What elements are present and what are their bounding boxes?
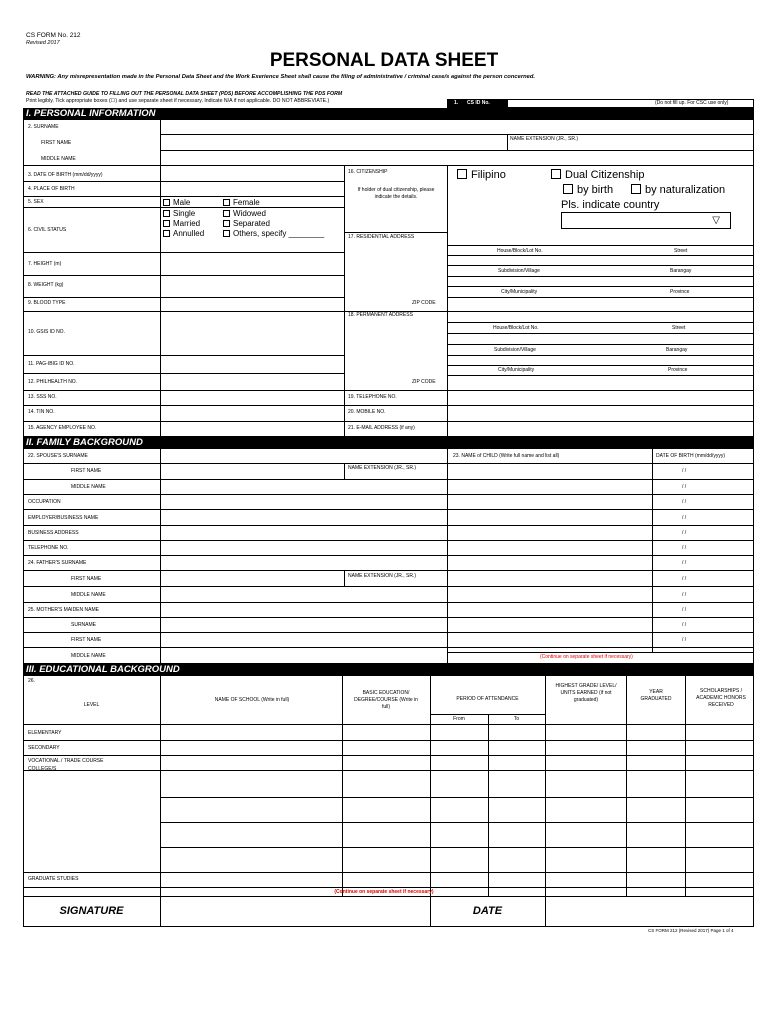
page-footer: CS FORM 212 (Revised 2017) Page 1 of 4 bbox=[648, 928, 734, 933]
instructions-text: Print legibly. Tick appropriate boxes (☐) and use separate sheet if necessary. Indicate N/A if not applicable. DO NOT ABBREVIATE.) bbox=[26, 98, 330, 104]
civil-others-option[interactable]: Others, specify ________ bbox=[223, 229, 324, 239]
res-city-label: City/Municipality bbox=[501, 289, 538, 295]
section-personal-header: I. PERSONAL INFORMATION bbox=[23, 108, 754, 119]
weight-field[interactable] bbox=[161, 276, 343, 297]
perm-province-label: Province bbox=[668, 367, 688, 373]
mother-maiden-name-label: 25. MOTHER'S MAIDEN NAME bbox=[28, 607, 99, 613]
cs-id-label: CS ID No. bbox=[467, 100, 490, 106]
period-header: PERIOD OF ATTENDANCE bbox=[456, 696, 519, 702]
highest-level-header: HIGHEST GRADE/ LEVEL/ UNITS EARNED (if not graduated) bbox=[555, 683, 617, 703]
child-dob-6[interactable]: / / bbox=[682, 545, 687, 551]
by-birth-option[interactable]: by birth bbox=[563, 183, 613, 197]
child-dob-9[interactable]: / / bbox=[682, 592, 687, 598]
perm-barangay-label: Barangay bbox=[666, 347, 688, 353]
agency-no-label: 15. AGENCY EMPLOYEE NO. bbox=[28, 425, 97, 431]
elementary-label: ELEMENTARY bbox=[28, 730, 62, 736]
telephone-field[interactable] bbox=[448, 391, 753, 405]
child-dob-3[interactable]: / / bbox=[682, 499, 687, 505]
child-dob-header: DATE OF BIRTH (mm/dd/yyyy) bbox=[656, 453, 725, 459]
child-dob-2[interactable]: / / bbox=[682, 484, 687, 490]
perm-house-field[interactable] bbox=[448, 312, 753, 322]
year-graduated-header: YEAR GRADUATED bbox=[640, 689, 672, 702]
business-address-field[interactable] bbox=[161, 526, 446, 540]
res-zip-label: ZIP CODE bbox=[412, 300, 436, 306]
spouse-surname-field[interactable] bbox=[161, 449, 446, 463]
mother-maiden-name-field[interactable] bbox=[161, 603, 446, 617]
perm-zip-label: ZIP CODE bbox=[412, 379, 436, 385]
email-field[interactable] bbox=[448, 422, 753, 437]
secondary-label: SECONDARY bbox=[28, 745, 60, 751]
sss-label: 13. SSS NO. bbox=[28, 394, 57, 400]
first-name-label: FIRST NAME bbox=[41, 140, 72, 146]
height-field[interactable] bbox=[161, 253, 343, 275]
permanent-address-label: 18. PERMANENT ADDRESS bbox=[348, 312, 413, 318]
course-header: BASIC EDUCATION/ DEGREE/COURSE (Write in full) bbox=[354, 690, 418, 710]
children-header: 23. NAME of CHILD (Write full name and list all) bbox=[453, 453, 560, 459]
level-header: LEVEL bbox=[83, 702, 100, 708]
cs-id-note: (Do not fill up. For CSC use only) bbox=[655, 100, 729, 106]
residential-address-label: 17. RESIDENTIAL ADDRESS bbox=[348, 234, 415, 240]
others-checkbox[interactable] bbox=[223, 230, 230, 237]
child-dob-1[interactable]: / / bbox=[682, 468, 687, 474]
res-subdivision-label: Subdivision/Village bbox=[498, 268, 540, 274]
page-title: PERSONAL DATA SHEET bbox=[269, 50, 499, 71]
perm-subdivision-label: Subdivision/Village bbox=[494, 347, 536, 353]
mother-first-name-label: FIRST NAME bbox=[71, 637, 102, 643]
indicate-country-label: Pls. indicate country bbox=[561, 199, 660, 211]
res-house-label: House/Block/Lot No. bbox=[497, 248, 543, 254]
mother-surname-field[interactable] bbox=[161, 618, 446, 632]
civil-annulled-option[interactable]: Annulled bbox=[163, 229, 204, 239]
single-checkbox[interactable] bbox=[163, 210, 170, 217]
dual-citizenship-note: If holder of dual citizenship, please indicate the details. bbox=[357, 187, 435, 200]
blood-type-field[interactable] bbox=[161, 298, 343, 311]
signature-field[interactable] bbox=[161, 897, 430, 926]
to-header: To bbox=[513, 716, 520, 722]
res-city-field[interactable] bbox=[448, 277, 753, 286]
occupation-label: OCCUPATION bbox=[28, 499, 61, 505]
mobile-field[interactable] bbox=[448, 406, 753, 421]
dual-checkbox[interactable] bbox=[551, 169, 561, 179]
spouse-telephone-field[interactable] bbox=[161, 541, 446, 555]
gsis-field[interactable] bbox=[161, 312, 343, 355]
separated-checkbox[interactable] bbox=[223, 220, 230, 227]
father-middle-name-field[interactable] bbox=[161, 587, 446, 602]
graduate-studies-label: GRADUATE STUDIES bbox=[28, 876, 79, 882]
father-first-name-field[interactable] bbox=[161, 571, 343, 586]
spouse-surname-label: 22. SPOUSE'S SURNAME bbox=[28, 453, 88, 459]
mother-surname-label: SURNAME bbox=[71, 622, 97, 628]
child-dob-7[interactable]: / / bbox=[682, 560, 687, 566]
child-dob-12[interactable]: / / bbox=[682, 637, 687, 643]
child-dob-11[interactable]: / / bbox=[682, 622, 687, 628]
school-header: NAME OF SCHOOL (Write in full) bbox=[214, 697, 290, 703]
widowed-checkbox[interactable] bbox=[223, 210, 230, 217]
child-dob-8[interactable]: / / bbox=[682, 576, 687, 582]
chevron-down-icon: ▽ bbox=[712, 215, 720, 226]
guide-text: READ THE ATTACHED GUIDE TO FILLING OUT THE PERSONAL DATA SHEET (PDS) BEFORE ACCOMPLISHING THE PDS FORM bbox=[26, 91, 343, 97]
child-dob-4[interactable]: / / bbox=[682, 515, 687, 521]
spouse-middle-name-label: MIDDLE NAME bbox=[71, 484, 106, 490]
annulled-checkbox[interactable] bbox=[163, 230, 170, 237]
gsis-label: 10. GSIS ID NO. bbox=[28, 329, 65, 335]
college-label: COLLEGE/S bbox=[28, 766, 57, 772]
citizenship-label: 16. CITIZENSHIP bbox=[348, 169, 388, 175]
vocational-school-field[interactable] bbox=[161, 756, 342, 770]
by-birth-checkbox[interactable] bbox=[563, 184, 573, 194]
female-checkbox[interactable] bbox=[223, 199, 230, 206]
from-header: From bbox=[453, 716, 465, 722]
section-family-header: II. FAMILY BACKGROUND bbox=[23, 437, 754, 448]
date-field[interactable] bbox=[546, 897, 753, 926]
res-subdivision-field[interactable] bbox=[448, 256, 753, 265]
father-middle-name-label: MIDDLE NAME bbox=[71, 592, 106, 598]
married-checkbox[interactable] bbox=[163, 220, 170, 227]
res-zip-field[interactable] bbox=[448, 298, 753, 311]
spouse-name-ext-label: NAME EXTENSION (JR., SR.) bbox=[348, 465, 417, 471]
signature-label: SIGNATURE bbox=[59, 905, 124, 917]
first-name-field[interactable] bbox=[161, 135, 506, 150]
business-address-label: BUSINESS ADDRESS bbox=[28, 530, 79, 536]
father-surname-field[interactable] bbox=[161, 556, 446, 570]
civil-married-option[interactable]: Married bbox=[163, 219, 200, 229]
telephone-label: 19. TELEPHONE NO. bbox=[348, 394, 397, 400]
pagibig-field[interactable] bbox=[161, 356, 343, 373]
secondary-school-field[interactable] bbox=[161, 741, 342, 755]
education-continue-note: (Continue on separate sheet if necessary) bbox=[334, 889, 434, 895]
sss-field[interactable] bbox=[161, 391, 343, 405]
pob-label: 4. PLACE OF BIRTH bbox=[28, 186, 75, 192]
graduate-school-field[interactable] bbox=[161, 873, 342, 887]
civil-separated-option[interactable]: Separated bbox=[223, 219, 270, 229]
middle-name-field[interactable] bbox=[161, 151, 753, 165]
civil-status-label: 6. CIVIL STATUS bbox=[28, 227, 67, 233]
section-education-header: III. EDUCATIONAL BACKGROUND bbox=[23, 664, 754, 675]
tin-label: 14. TIN NO. bbox=[28, 409, 55, 415]
mobile-label: 20. MOBILE NO. bbox=[348, 409, 386, 415]
height-label: 7. HEIGHT (m) bbox=[28, 261, 62, 267]
employer-field[interactable] bbox=[161, 510, 446, 525]
mother-middle-name-label: MIDDLE NAME bbox=[71, 653, 106, 659]
agency-no-field[interactable] bbox=[161, 422, 343, 437]
perm-zip-field[interactable] bbox=[448, 376, 753, 390]
philhealth-label: 12. PHILHEALTH NO. bbox=[28, 379, 78, 385]
sex-label: 5. SEX bbox=[28, 199, 44, 205]
blood-type-label: 9. BLOOD TYPE bbox=[28, 300, 66, 306]
sex-male-option[interactable]: Male bbox=[163, 198, 190, 208]
filipino-option[interactable]: Filipino bbox=[457, 168, 506, 182]
honors-header: SCHOLARSHIPS / ACADEMIC HONORS RECEIVED bbox=[696, 688, 746, 708]
pob-field[interactable] bbox=[161, 182, 343, 196]
warning-text: WARNING: Any misrepresentation made in the Personal Data Sheet and the Work Exerience Sheet shall cause the filing of administrative / criminal case/s against the person concerned. bbox=[26, 74, 535, 80]
father-name-ext-label: NAME EXTENSION (JR., SR.) bbox=[348, 573, 417, 579]
weight-label: 8. WEIGHT (kg) bbox=[28, 282, 64, 288]
res-barangay-label: Barangay bbox=[670, 268, 692, 274]
pagibig-label: 11. PAG-IBIG ID NO. bbox=[28, 361, 75, 367]
middle-name-label: MIDDLE NAME bbox=[41, 156, 76, 162]
mother-middle-name-field[interactable] bbox=[161, 648, 446, 663]
civil-widowed-option[interactable]: Widowed bbox=[223, 209, 266, 219]
email-label: 21. E-MAIL ADDRESS (if any) bbox=[348, 425, 415, 431]
spouse-telephone-label: TELEPHONE NO. bbox=[28, 545, 69, 551]
tin-field[interactable] bbox=[161, 406, 343, 421]
male-checkbox[interactable] bbox=[163, 199, 170, 206]
perm-house-label: House/Block/Lot No. bbox=[493, 325, 539, 331]
perm-city-label: City/Municipality bbox=[498, 367, 535, 373]
revision: Revised 2017 bbox=[26, 40, 60, 46]
by-naturalization-option[interactable]: by naturalization bbox=[631, 183, 725, 197]
dob-field[interactable] bbox=[161, 166, 343, 181]
spouse-first-name-field[interactable] bbox=[161, 464, 343, 479]
dual-citizenship-option[interactable]: Dual Citizenship bbox=[551, 168, 644, 182]
filipino-checkbox[interactable] bbox=[457, 169, 467, 179]
date-label: DATE bbox=[472, 905, 503, 917]
family-continue-note: (Continue on separate sheet if necessary) bbox=[540, 654, 633, 660]
father-first-name-label: FIRST NAME bbox=[71, 576, 102, 582]
perm-subdivision-field[interactable] bbox=[448, 334, 753, 344]
perm-city-field[interactable] bbox=[448, 356, 753, 365]
country-dropdown[interactable] bbox=[561, 212, 731, 229]
civil-single-option[interactable]: Single bbox=[163, 209, 195, 219]
employer-label: EMPLOYER/BUSINESS NAME bbox=[28, 515, 99, 521]
naturalization-checkbox[interactable] bbox=[631, 184, 641, 194]
cs-id-num: 1. bbox=[454, 100, 459, 106]
name-ext-label: NAME EXTENSION (JR., SR.) bbox=[510, 136, 579, 142]
philhealth-field[interactable] bbox=[161, 374, 343, 390]
surname-field[interactable] bbox=[161, 120, 753, 134]
perm-street-label: Street bbox=[672, 325, 686, 331]
spouse-middle-name-field[interactable] bbox=[161, 480, 446, 494]
form-id: CS FORM No. 212 bbox=[26, 32, 81, 39]
sex-female-option[interactable]: Female bbox=[223, 198, 260, 208]
education-num: 26. bbox=[28, 678, 35, 684]
name-ext-field[interactable] bbox=[508, 142, 753, 150]
surname-label: 2. SURNAME bbox=[28, 124, 59, 130]
mother-first-name-field[interactable] bbox=[161, 633, 446, 647]
res-house-field[interactable] bbox=[448, 233, 753, 245]
dob-label: 3. DATE OF BIRTH (mm/dd/yyyy) bbox=[28, 172, 103, 178]
occupation-field[interactable] bbox=[161, 495, 446, 509]
child-dob-10[interactable]: / / bbox=[682, 607, 687, 613]
child-dob-5[interactable]: / / bbox=[682, 530, 687, 536]
father-surname-label: 24. FATHER'S SURNAME bbox=[28, 560, 87, 566]
college-school-field[interactable] bbox=[161, 771, 342, 797]
spouse-first-name-label: FIRST NAME bbox=[71, 468, 102, 474]
vocational-label: VOCATIONAL / TRADE COURSE bbox=[28, 758, 104, 764]
res-street-label: Street bbox=[674, 248, 688, 254]
res-province-label: Province bbox=[670, 289, 690, 295]
elementary-school-field[interactable] bbox=[161, 725, 342, 740]
